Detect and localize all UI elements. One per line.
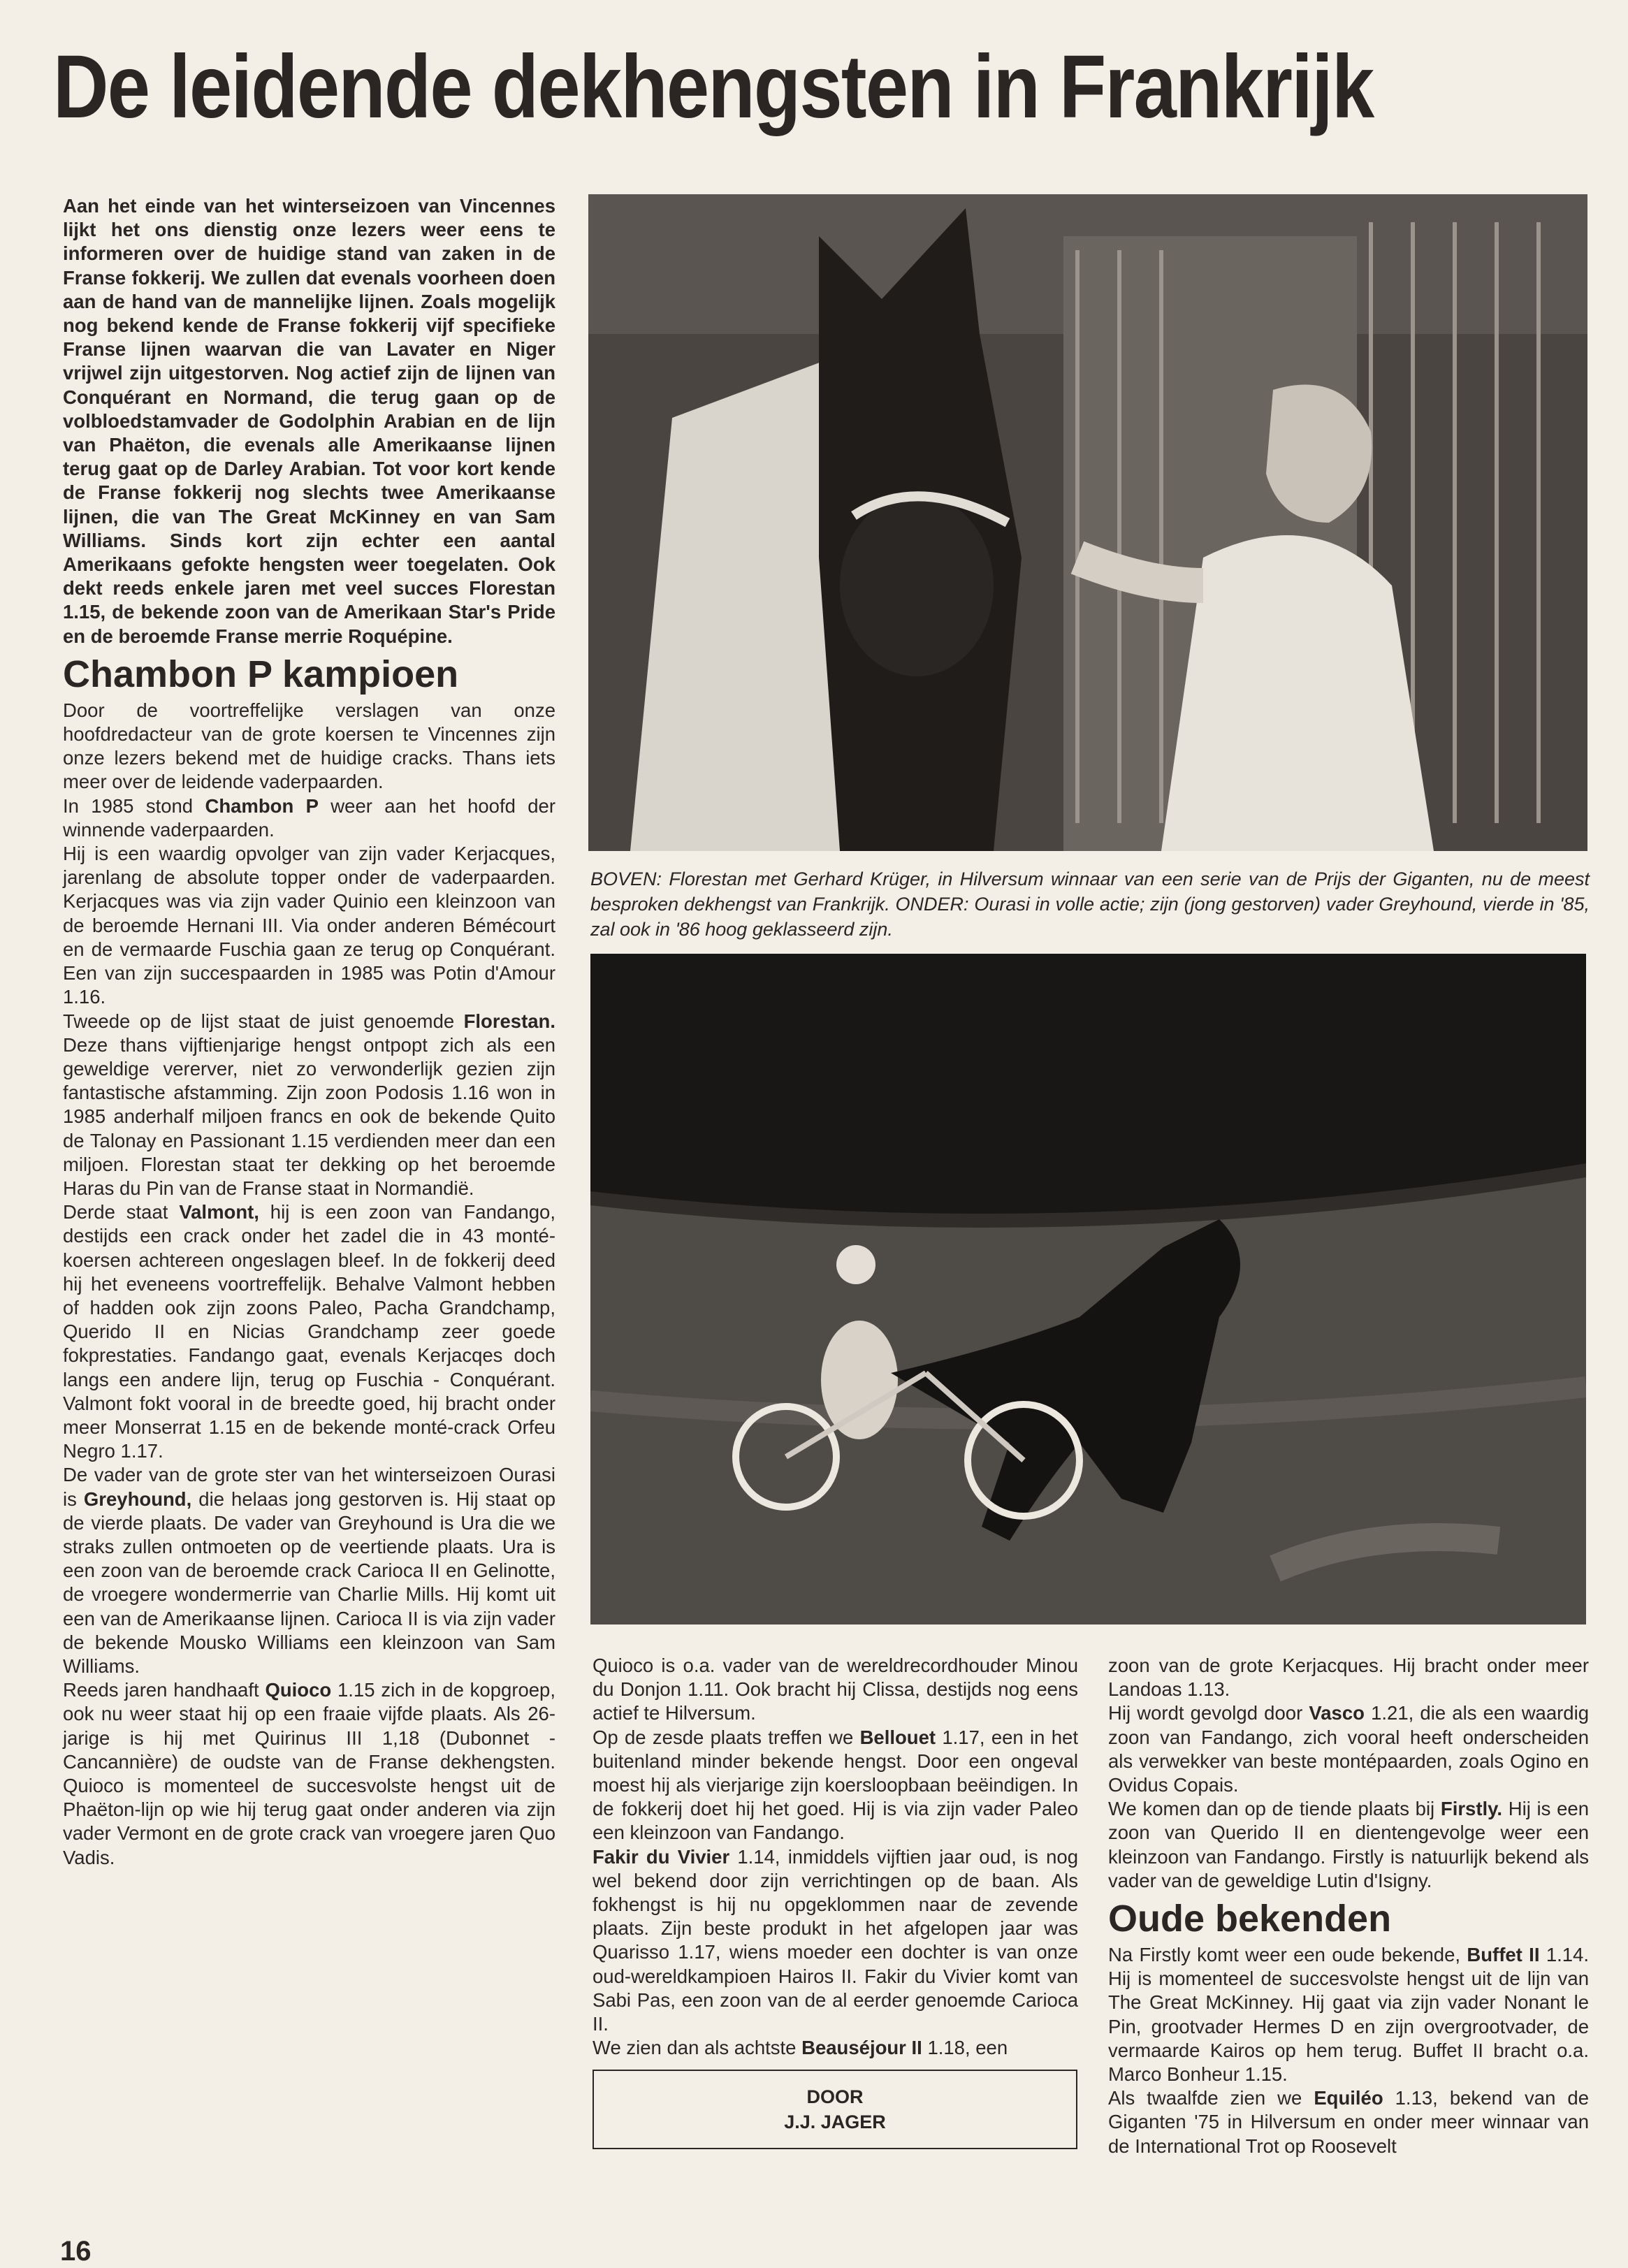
paragraph: Door de voortreffelijke verslagen van onze hoofdredacteur van de grote koersen te Vincennes zijn onze lezers bekend met de huidige cracks. Thans iets meer over de leidende vaderpaarden. xyxy=(63,699,555,793)
paragraph: Derde staat Valmont, hij is een zoon van Fandango, destijds een crack onder het zadel die in 43 monté-koersen achtereen ongeslagen bleef. In de fokkerij deed hij het eveneens voortreffelijk. Behalve Valmont hebben of hadden ook zijn zoons Paleo, Pacha Grandchamp, Querido II en Nicias Grandchamp zeer goede fokprestaties. Fandango gaat, evenals Kerjacqes doch langs een andere lijn, terug op Fuschia - Conquérant. Valmont fokt vooral in de breedte goed, hij bracht onder meer Monserrat 1.15 en de bekende monté-crack Orfeu Negro 1.17. xyxy=(63,1201,555,1462)
paragraph: We zien dan als achtste Beauséjour II 1.18, een xyxy=(593,2037,1008,2059)
paragraph: Als twaalfde zien we Equiléo 1.13, bekend van de Giganten '75 in Hilversum en onder meer winnaar van de International Trot op Roosevelt xyxy=(1108,2087,1590,2157)
byline-author: J.J. JAGER xyxy=(784,2111,886,2133)
paragraph: Hij is een waardig opvolger van zijn vader Kerjacques, jarenlang de absolute topper onder de vaderpaarden. Kerjacques was via zijn vader Quinio een kleinzoon van de beroemde Hernani III. Via onder anderen Bémécourt en de vermaarde Fuschia gaan ze terug op Conquérant. Een van zijn succespaarden in 1985 was Potin d'Amour 1.16. xyxy=(63,843,555,1008)
photo-florestan xyxy=(588,194,1587,851)
column-2 xyxy=(593,1654,1078,2149)
paragraph: Fakir du Vivier 1.14, inmiddels vijftien jaar oud, is nog wel bekend door zijn verrichtingen op de baan. Als fokhengst is hij nu opgeklommen naar de zevende plaats. Zijn beste produkt in het afgelopen jaar was Quarisso 1.17, wiens moeder een dochter is van onze oud-wereldkampioen Hairos II. Fakir du Vivier komt van Sabi Pas, een zoon van de al eerder genoemde Carioca II. xyxy=(593,1845,1078,2035)
paragraph: Na Firstly komt weer een oude bekende, Buffet II 1.14. Hij is momenteel de succesvolste hengst uit de lijn van The Great McKinney. Hij gaat via zijn vader Nonant le Pin, grootvader Hermes D en zijn overgrootvader, de vermaarde Kairos op hem terug. Buffet II bracht o.a. Marco Bonheur 1.15. xyxy=(1108,1944,1589,2086)
paragraph: zoon van de grote Kerjacques. Hij bracht onder meer Landoas 1.13. xyxy=(1108,1655,1589,1701)
intro-paragraph: Aan het einde van het winterseizoen van Vincennes lijkt het ons dienstig onze lezers weer eens te informeren over de huidige stand van zaken in de Franse fokkerij. We zullen dat evenals voorheen doen aan de hand van de mannelijke lijnen. Zoals mogelijk nog bekend kende de Franse fokkerij vijf specifieke Franse lijnen waarvan die van Lavater en Niger vrijwel zijn uitgestorven. Nog actief zijn de lijnen van Conquérant en Normand, die terug gaan op de volbloedstamvader de Godolphin Arabian en de lijn van Phaëton, die evenals alle Amerikaanse lijnen terug gaat op de Darley Arabian. Tot voor kort kende de Franse fokkerij nog slechts twee Amerikaanse lijnen, die van The Great McKinney en van Sam Williams. Sinds kort zijn echter een aantal Amerikaans gefokte hengsten weer toegelaten. Ook dekt reeds enkele jaren met veel succes Florestan 1.15, de bekende zoon van de Amerikaan Star's Pride en de beroemde Franse merrie Roquépine. xyxy=(63,195,555,647)
subhead-chambon: Chambon P kampioen xyxy=(63,653,459,695)
paragraph: Reeds jaren handhaaft Quioco 1.15 zich in de kopgroep, ook nu weer staat hij op een fraaie vijfde plaats. Als 26-jarige is hij met Quirinus III 1,18 (Dubonnet - Cancannière) de oudste van de Franse dekhengsten. Quioco is momenteel de succesvolste hengst uit de Phaëton-lijn op wie hij terug gaat onder anderen via zijn vader Vermont en de grote crack van vroegere jaren Quo Vadis. xyxy=(63,1679,555,1868)
byline-box xyxy=(593,2070,1077,2149)
headline: De leidende dekhengsten in Frankrijk xyxy=(53,37,1374,137)
byline-label: DOOR xyxy=(806,2086,864,2108)
column-3 xyxy=(1108,1654,1589,2158)
paragraph: Hij wordt gevolgd door Vasco 1.21, die als een waardig zoon van Fandango, zich vooral heeft onderscheiden als verwekker van beste montépaarden, zoals Ogino en Ovidus Copais. xyxy=(1108,1702,1589,1796)
paragraph: De vader van de grote ster van het winterseizoen Ourasi is Greyhound, die helaas jong gestorven is. Hij staat op de vierde plaats. De vader van Greyhound is Ura die we straks zullen ontmoeten op de veertiende plaats. Ura is een zoon van de beroemde crack Carioca II en Gelinotte, de vroegere wondermerrie van Charlie Mills. Hij komt uit een van de Amerikaanse lijnen. Carioca II is via zijn vader de bekende Mousko Williams een kleinzoon van Sam Williams. xyxy=(63,1464,556,1677)
page-number: 16 xyxy=(60,2236,92,2267)
paragraph: We komen dan op de tiende plaats bij Firstly. Hij is een zoon van Querido II en dientengevolge weer een kleinzoon van Fandango. Firstly is natuurlijk bekend als vader van de geweldige Lutin d'Isigny. xyxy=(1108,1798,1589,1891)
photo-ourasi xyxy=(590,954,1586,1624)
paragraph: Op de zesde plaats treffen we Bellouet 1.17, een in het buitenland minder bekende hengst. Door een ongeval moest hij als vierjarige zijn koersloopbaan beëindigen. In de fokkerij doet hij het goed. Hij is via zijn vader Paleo een kleinzoon van Fandango. xyxy=(593,1726,1078,1844)
column-1 xyxy=(63,194,555,1870)
photo-caption: BOVEN: Florestan met Gerhard Krüger, in Hilversum winnaar van een serie van de Prijs der Giganten, nu de meest besproken dekhengst van Frankrijk. ONDER: Ourasi in volle actie; zijn (jong gestorven) vader Greyhound, vierde in '85, zal ook in '86 hoog geklasseerd zijn. xyxy=(590,868,1590,940)
paragraph: In 1985 stond Chambon P weer aan het hoofd der winnende vaderpaarden. xyxy=(63,794,556,841)
paragraph: Quioco is o.a. vader van de wereldrecordhouder Minou du Donjon 1.11. Ook bracht hij Clissa, destijds nog eens actief te Hilversum. xyxy=(593,1655,1078,1724)
subhead-oude-bekenden: Oude bekenden xyxy=(1108,1898,1392,1940)
paragraph: Tweede op de lijst staat de juist genoemde Florestan. Deze thans vijftienjarige hengst ontpopt zich als een geweldige vererver, niet zo verwonderlijk gezien zijn fantastische afstamming. Zijn zoon Podosis 1.16 won in 1985 anderhalf miljoen francs en ook de bekende Quito de Talonay en Passionant 1.15 verdienden meer dan een miljoen. Florestan staat ter dekking op het beroemde Haras du Pin van de Franse staat in Normandië. xyxy=(63,1010,555,1199)
